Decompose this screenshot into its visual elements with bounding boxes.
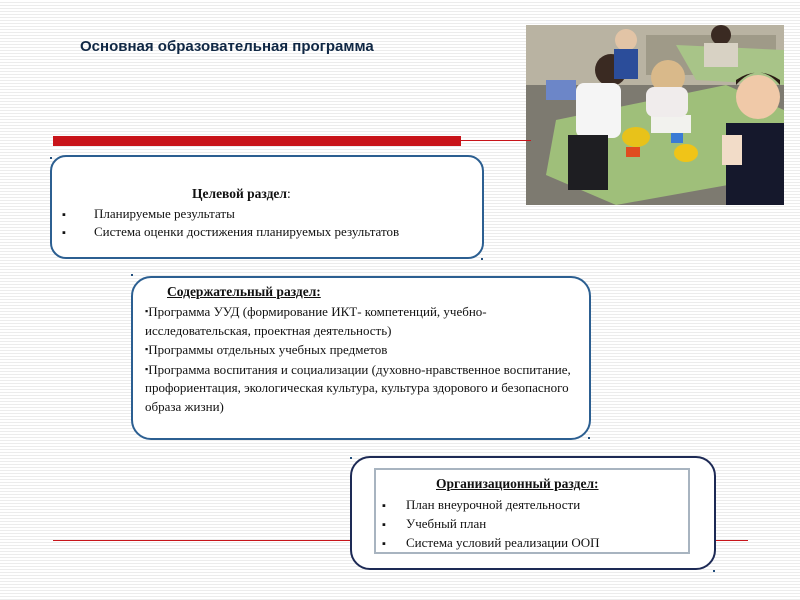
bullet: ▪ <box>62 209 66 221</box>
bullet: ▪ <box>382 538 386 550</box>
classroom-photo-icon <box>526 25 784 205</box>
bullet: ▪ <box>145 344 149 354</box>
organizational-section-heading: Организационный раздел: <box>436 476 599 491</box>
corner-dot <box>350 457 352 459</box>
list-item-text: Программы отдельных учебных предметов <box>148 342 388 357</box>
bullet: ▪ <box>145 363 149 374</box>
list-item-text: Программа воспитания и социализации (духовно-нравственное воспитание, профориентация, экологическая культура, культура здорового и безопасного образа жизни) <box>145 361 571 414</box>
list-item-text: Система оценки достижения планируемых результатов <box>94 224 400 239</box>
bullet: ▪ <box>62 227 66 239</box>
list-item <box>145 360 585 417</box>
slide-title: Основная образовательная программа <box>80 38 374 55</box>
classroom-photo <box>526 25 784 205</box>
list-item <box>145 302 585 340</box>
bullet: ▪ <box>382 500 386 512</box>
corner-dot <box>131 274 133 276</box>
list-item-text: План внеурочной деятельности <box>406 497 581 512</box>
corner-dot <box>50 157 52 159</box>
list-item-text: Учебный план <box>406 516 487 531</box>
corner-dot <box>588 437 590 439</box>
target-section-box <box>50 155 484 259</box>
corner-dot <box>713 570 715 572</box>
target-section-list <box>62 205 399 241</box>
red-accent-bar <box>53 136 461 146</box>
list-item-text: Планируемые результаты <box>94 206 235 221</box>
list-item <box>62 205 399 223</box>
bullet: ▪ <box>382 519 386 531</box>
list-item <box>382 533 600 552</box>
list-item <box>382 514 600 533</box>
content-section-list <box>145 302 585 416</box>
list-item-text: Система условий реализации ООП <box>406 535 600 550</box>
organizational-inner-frame <box>374 468 690 554</box>
target-heading-colon: : <box>287 186 291 201</box>
target-section-heading <box>192 186 291 202</box>
list-item-text: Программа УУД (формирование ИКТ- компетенций, учебно-исследовательская, проектная деятельность) <box>145 304 487 338</box>
corner-dot <box>481 258 483 260</box>
bullet: ▪ <box>145 306 149 316</box>
list-item <box>382 495 600 514</box>
red-divider-line <box>461 140 531 141</box>
content-section-box <box>131 276 591 440</box>
organizational-section-box <box>350 456 716 570</box>
list-item <box>62 223 399 241</box>
list-item <box>145 340 585 360</box>
target-heading-text: Целевой раздел <box>192 186 287 201</box>
content-section-heading: Содержательный раздел: <box>167 284 321 299</box>
organizational-section-list <box>382 495 600 552</box>
